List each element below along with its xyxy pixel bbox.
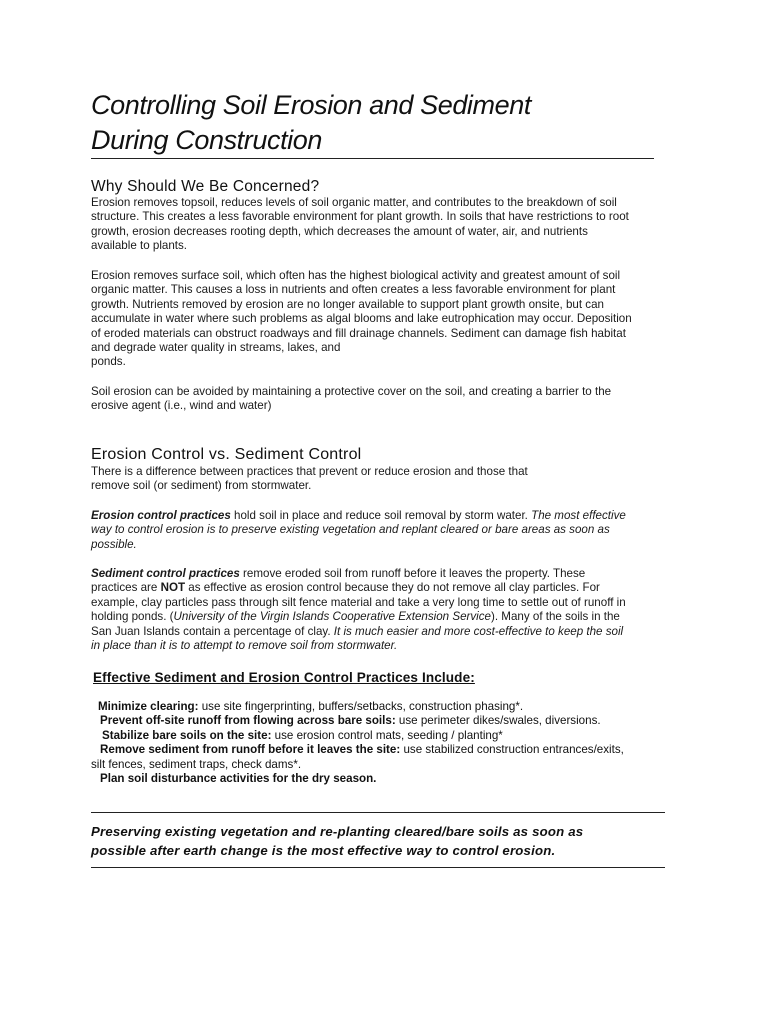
practice-text: silt fences, sediment traps, check dams*. bbox=[91, 757, 302, 771]
divider-top bbox=[91, 812, 665, 813]
text-line: way to control erosion is to preserve existing vegetation and replant cleared or bare areas as soon as bbox=[91, 523, 610, 537]
list-item bbox=[91, 743, 681, 757]
citation-source: University of the Virgin Islands Cooperative Extension Service bbox=[173, 610, 491, 624]
text-line: of eroded materials can obstruct roadways and fill drainage channels. Sediment can damage fish habitat bbox=[91, 326, 626, 340]
term-erosion-control: Erosion control practices bbox=[91, 509, 231, 522]
practice-label: Prevent off-site runoff from flowing across bare soils: bbox=[100, 714, 396, 728]
term-sediment-control: Sediment control practices bbox=[91, 567, 240, 580]
text-line: example, clay particles pass through silt fence material and take a very long time to settle out of runoff in bbox=[91, 595, 626, 609]
practice-label: Stabilize bare soils on the site: bbox=[102, 728, 272, 742]
callout-line: Preserving existing vegetation and re-planting cleared/bare soils as soon as bbox=[91, 824, 584, 839]
paragraph-erosion-control bbox=[91, 509, 676, 552]
text-span: San Juan Islands contain a percentage of clay. bbox=[91, 624, 334, 638]
divider-bottom bbox=[91, 867, 665, 868]
practice-text: use erosion control mats, seeding / planting* bbox=[271, 728, 503, 742]
text-line: remove soil (or sediment) from stormwater. bbox=[91, 479, 312, 493]
practices-list bbox=[91, 700, 681, 786]
list-item bbox=[91, 758, 681, 772]
text-line: Soil erosion can be avoided by maintaining a protective cover on the soil, and creating a barrier to the bbox=[91, 385, 612, 398]
text-line: accumulate in water where such problems as algal blooms and lake eutrophication may occur. Deposition bbox=[91, 312, 632, 326]
text-line: available to plants. bbox=[91, 239, 188, 253]
text-line bbox=[91, 509, 676, 523]
text-span: remove eroded soil from runoff before it leaves the property. These bbox=[239, 567, 586, 580]
text-line: growth, erosion decreases rooting depth, which decreases the amount of water, air, and nutrients bbox=[91, 224, 588, 238]
practice-label: Remove sediment from runoff before it leaves the site: bbox=[100, 743, 401, 757]
callout-line: possible after earth change is the most effective way to control erosion. bbox=[91, 843, 556, 858]
practice-text: use perimeter dikes/swales, diversions. bbox=[395, 714, 601, 728]
text-span-italic: It is much easier and more cost-effective to keep the soil bbox=[333, 624, 624, 638]
practice-text: use site fingerprinting, buffers/setbacks, construction phasing*. bbox=[198, 700, 524, 713]
callout-quote bbox=[91, 822, 671, 860]
practice-label: Plan soil disturbance activities for the dry season. bbox=[100, 772, 377, 786]
text-span: hold soil in place and reduce soil removal by storm water. bbox=[230, 509, 532, 522]
text-line: ponds. bbox=[91, 355, 126, 369]
title-line-1: Controlling Soil Erosion and Sediment bbox=[91, 90, 531, 120]
practice-label: Minimize clearing: bbox=[98, 700, 199, 713]
text-line: Erosion removes surface soil, which often has the highest biological activity and greatest amount of soil bbox=[91, 269, 621, 282]
text-line: growth. Nutrients removed by erosion are no longer available to support plant growth onsite, but can bbox=[91, 297, 604, 311]
title-line-2: During Construction bbox=[91, 125, 323, 155]
text-line: structure. This creates a less favorable environment for plant growth. In soils that have restrictions to root bbox=[91, 210, 629, 224]
text-span: holding ponds. ( bbox=[91, 610, 174, 624]
text-line: Erosion removes topsoil, reduces levels of soil organic matter, and contributes to the breakdown of soil bbox=[91, 196, 617, 209]
list-item bbox=[91, 714, 681, 728]
paragraph-erosion-surface-soil bbox=[91, 269, 676, 370]
paragraph-difference bbox=[91, 465, 676, 494]
paragraph-erosion-topsoil bbox=[91, 196, 676, 254]
text-line: and degrade water quality in streams, lakes, and bbox=[91, 341, 341, 355]
practice-text: use stabilized construction entrances/exits, bbox=[400, 743, 624, 757]
heading-effective-practices: Effective Sediment and Erosion Control Practices Include: bbox=[93, 670, 475, 685]
text-line bbox=[91, 581, 676, 595]
heading-why-concerned: Why Should We Be Concerned? bbox=[91, 178, 320, 195]
text-span: ). Many of the soils in the bbox=[491, 610, 620, 624]
list-item bbox=[91, 772, 681, 786]
paragraph-sediment-control bbox=[91, 567, 676, 653]
document-title bbox=[91, 88, 654, 159]
list-item bbox=[91, 729, 681, 743]
text-span: practices are bbox=[91, 581, 161, 595]
text-line: possible. bbox=[91, 537, 137, 551]
text-span-bold: NOT bbox=[160, 581, 186, 595]
heading-erosion-vs-sediment: Erosion Control vs. Sediment Control bbox=[91, 446, 362, 463]
text-line: organic matter. This causes a loss in nutrients and often creates a less favorable environment for plant bbox=[91, 283, 616, 297]
text-span-italic: The most effective bbox=[531, 509, 626, 522]
text-line: in place than it is to attempt to remove soil from stormwater. bbox=[91, 639, 398, 653]
text-line: There is a difference between practices that prevent or reduce erosion and those that bbox=[91, 465, 528, 478]
text-span: as effective as erosion control because they do not remove all clay particles. For bbox=[185, 581, 600, 595]
text-line bbox=[91, 610, 676, 624]
paragraph-avoid-erosion bbox=[91, 385, 676, 414]
text-line: erosive agent (i.e., wind and water) bbox=[91, 399, 272, 413]
list-item bbox=[91, 700, 681, 714]
text-line bbox=[91, 567, 676, 581]
text-line bbox=[91, 625, 676, 639]
